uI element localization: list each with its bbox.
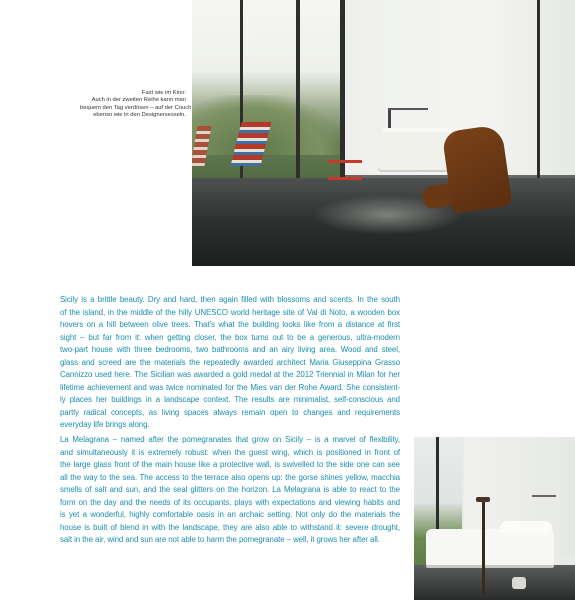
floor-object [512,577,526,589]
text-line: sight – but far from it: when getting closer, the box turns out to be a generous, ultra-modern [60,332,400,342]
screed-floor [414,565,575,600]
text-line: form on the day and the needs of its occupants, plays with expectations and viewing habits and [60,497,400,507]
wall-lamp [532,495,556,497]
text-line: all the way to the sea. The access to the terrace also opens up: the gorse shines yellow, macchia [60,472,400,482]
window-mullion [537,0,540,185]
text-line: the large glass front of the main house like a protective wall, is swivelled to the side one can see [60,460,400,470]
text-line: salt in the air, wind and sun are not able to harm the pomegranate – well, it grows her after all. [60,535,380,545]
text-line: of the island, in the middle of the hilly UNESCO world heritage site of Val di Noto, a wooden box [60,307,400,317]
photo-caption [80,90,192,120]
valet-stand-top [476,497,490,502]
text-line: Sicily is a brittle beauty. Dry and hard, then again filled with blossoms and scents. In the south [60,295,400,304]
window-mullion [340,0,345,185]
text-line: and simultaneously it is extremely robust: when the guest wing, which is positioned in front of [60,447,400,457]
text-line: smells of salt and sun, and the seal glitters on the horizon. La Melagrana is able to react to the [60,485,400,495]
text-line: lifetime achievement and was twice nominated for the Mies van der Rohe Award. She consistent- [60,382,400,392]
side-table [328,160,362,180]
window-mullion [296,0,300,185]
text-line: is yet a wonderful, highly comfortable oasis in an archaic setting. Not only do the materials the [60,510,400,520]
bedroom-photo [414,437,575,600]
article-paragraph-1 [60,294,400,432]
text-line: everyday life brings along. [60,420,150,430]
text-line: partly radical concepts, as living spaces always remain open to changes and requirements [60,407,400,417]
caption-line: bequem den Tag verdösen – auf der Couch [80,104,192,111]
caption-line: ebenso wie in den Designersesseln. [93,112,186,119]
text-line: two-part house with three bedrooms, two bathrooms and an airy living area. Wood and steel, [60,345,400,355]
living-room-photo [192,0,575,266]
text-line: hovers on a hill between olive trees. That’s what the building looks like from a distance at first [60,320,400,330]
caption-line: Auch in der zweiten Reihe kann man [91,97,186,104]
caption-line: Fast wie im Kino: [141,90,186,96]
floor-lamp-arm [388,108,428,110]
text-line: ly places her buildings in a landscape context. The results are minimalist, self-conscious and [60,395,400,405]
valet-stand [482,499,485,594]
pillow [500,521,552,535]
article-paragraph-2 [60,434,400,547]
text-line: house is built of blend in with the landscape, they are also able to withstand it: severe drought, [60,522,400,532]
text-line: La Melagrana – named after the pomegranates that grow on Sicily – is a marvel of flexibility, [60,435,400,444]
text-line: Cannizzo used here. The Sicilian was awarded a gold medal at the 2012 Triennial in Milan for her [60,370,400,380]
text-line: glass and screed are the materials the repeatedly awarded architect Maria Giuseppina Grasso [60,357,400,367]
